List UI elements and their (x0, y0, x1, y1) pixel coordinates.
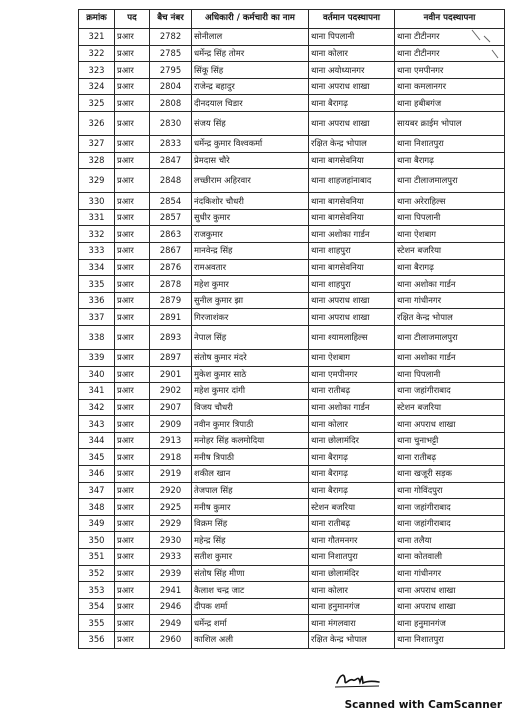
cell-current-posting: थाना बागसेवनिया (309, 209, 395, 226)
cell-rank: प्रआर (115, 62, 150, 79)
cell-current-posting: थाना शाहपुरा (309, 276, 395, 293)
cell-rank: प्रआर (115, 259, 150, 276)
cell-name: गिरजाशंकर (192, 309, 309, 326)
table-row (79, 292, 505, 309)
cell-sn: 325 (79, 95, 115, 112)
cell-sn: 330 (79, 193, 115, 210)
cell-current-posting: थाना एमपीनगर (309, 366, 395, 383)
cell-new-posting: थाना हबीबगंज (395, 95, 505, 112)
table-row (79, 29, 505, 46)
cell-rank: प्रआर (115, 29, 150, 46)
table-row (79, 499, 505, 516)
cell-new-posting: थाना टीलाजमालपुरा (395, 325, 505, 349)
cell-current-posting: थाना ऐशबाग (309, 349, 395, 366)
cell-badge: 2854 (150, 193, 192, 210)
cell-rank: प्रआर (115, 95, 150, 112)
posting-table (78, 9, 505, 649)
cell-current-posting: थाना बागसेवनिया (309, 193, 395, 210)
cell-current-posting: थाना अपराध शाखा (309, 292, 395, 309)
table-row (79, 632, 505, 649)
cell-rank: प्रआर (115, 152, 150, 169)
cell-badge: 2876 (150, 259, 192, 276)
cell-name: विक्रम सिंह (192, 515, 309, 532)
cell-current-posting: थाना अपराध शाखा (309, 78, 395, 95)
cell-name: महेन्द्र सिंह (192, 532, 309, 549)
cell-current-posting: थाना निशातपुरा (309, 549, 395, 566)
cell-name: मुकेश कुमार साठे (192, 366, 309, 383)
cell-rank: प्रआर (115, 432, 150, 449)
cell-badge: 2929 (150, 515, 192, 532)
cell-sn: 342 (79, 399, 115, 416)
cell-sn: 339 (79, 349, 115, 366)
cell-current-posting: थाना कोलार (309, 416, 395, 433)
cell-badge: 2939 (150, 565, 192, 582)
cell-name: रामअवतार (192, 259, 309, 276)
cell-rank: प्रआर (115, 598, 150, 615)
table-row (79, 209, 505, 226)
table-row (79, 549, 505, 566)
cell-name: सोनीलाल (192, 29, 309, 46)
cell-rank: प्रआर (115, 399, 150, 416)
cell-current-posting: रक्षित केन्द्र भोपाल (309, 135, 395, 152)
cell-badge: 2893 (150, 325, 192, 349)
cell-rank: प्रआर (115, 193, 150, 210)
cell-name: काशिल अली (192, 632, 309, 649)
table-row (79, 193, 505, 210)
cell-badge: 2960 (150, 632, 192, 649)
cell-name: नंदकिशोर चौधरी (192, 193, 309, 210)
table-row (79, 349, 505, 366)
cell-current-posting: थाना बागसेवनिया (309, 152, 395, 169)
cell-current-posting: थाना शाहपुरा (309, 242, 395, 259)
cell-badge: 2920 (150, 482, 192, 499)
cell-rank: प्रआर (115, 532, 150, 549)
cell-sn: 343 (79, 416, 115, 433)
cell-badge: 2930 (150, 532, 192, 549)
cell-current-posting: थाना पिपलानी (309, 29, 395, 46)
cell-current-posting: थाना कोलार (309, 582, 395, 599)
table-row (79, 582, 505, 599)
cell-sn: 334 (79, 259, 115, 276)
cell-badge: 2949 (150, 615, 192, 632)
cell-current-posting: थाना श्यामलाहिल्स (309, 325, 395, 349)
cell-badge: 2925 (150, 499, 192, 516)
cell-current-posting: थाना अशोका गार्डन (309, 226, 395, 243)
header-col-sn: क्रमांक (79, 10, 115, 29)
table-row (79, 62, 505, 79)
cell-current-posting: थाना बैरागढ़ (309, 466, 395, 483)
table-row (79, 366, 505, 383)
cell-rank: प्रआर (115, 276, 150, 293)
cell-current-posting: रक्षित केन्द्र भोपाल (309, 632, 395, 649)
cell-sn: 351 (79, 549, 115, 566)
table-row (79, 515, 505, 532)
cell-sn: 345 (79, 449, 115, 466)
cell-badge: 2902 (150, 383, 192, 400)
cell-rank: प्रआर (115, 549, 150, 566)
cell-badge: 2909 (150, 416, 192, 433)
table-row (79, 135, 505, 152)
cell-new-posting: थाना जहांगीराबाद (395, 499, 505, 516)
table-row (79, 169, 505, 193)
cell-new-posting: थाना निशातपुरा (395, 135, 505, 152)
table-row (79, 325, 505, 349)
cell-rank: प्रआर (115, 292, 150, 309)
cell-name: मनीष त्रिपाठी (192, 449, 309, 466)
cell-name: राजकुमार (192, 226, 309, 243)
cell-new-posting: थाना ऐशबाग (395, 226, 505, 243)
cell-new-posting: थाना टीलाजमालपुरा (395, 169, 505, 193)
cell-sn: 336 (79, 292, 115, 309)
cell-rank: प्रआर (115, 111, 150, 135)
cell-new-posting: थाना अपराध शाखा (395, 582, 505, 599)
cell-sn: 349 (79, 515, 115, 532)
cell-sn: 352 (79, 565, 115, 582)
cell-new-posting: सायबर क्राईम भोपाल (395, 111, 505, 135)
cell-rank: प्रआर (115, 209, 150, 226)
cell-sn: 346 (79, 466, 115, 483)
cell-badge: 2918 (150, 449, 192, 466)
cell-sn: 341 (79, 383, 115, 400)
cell-sn: 323 (79, 62, 115, 79)
cell-new-posting: थाना अपराध शाखा (395, 416, 505, 433)
cell-name: दीनदयाल चिडार (192, 95, 309, 112)
header-col-current-posting: वर्तमान पदस्थापना (309, 10, 395, 29)
table-row (79, 152, 505, 169)
cell-current-posting: थाना छोलामंदिर (309, 565, 395, 582)
table-row (79, 242, 505, 259)
cell-badge: 2891 (150, 309, 192, 326)
table-row (79, 466, 505, 483)
cell-rank: प्रआर (115, 169, 150, 193)
signature-image (333, 668, 383, 690)
cell-sn: 322 (79, 45, 115, 62)
header-col-new-posting: नवीन पदस्थापना (395, 10, 505, 29)
cell-rank: प्रआर (115, 565, 150, 582)
cell-new-posting: रक्षित केन्द्र भोपाल (395, 309, 505, 326)
cell-current-posting: स्टेशन बजरिया (309, 499, 395, 516)
cell-rank: प्रआर (115, 449, 150, 466)
table-row (79, 309, 505, 326)
cell-sn: 347 (79, 482, 115, 499)
cell-name: कैलाश चन्द्र जाट (192, 582, 309, 599)
cell-sn: 329 (79, 169, 115, 193)
page-edge-marks (470, 28, 500, 68)
cell-rank: प्रआर (115, 582, 150, 599)
cell-rank: प्रआर (115, 349, 150, 366)
cell-new-posting: थाना कोतवाली (395, 549, 505, 566)
cell-current-posting: थाना मंगलवारा (309, 615, 395, 632)
cell-rank: प्रआर (115, 499, 150, 516)
cell-name: प्रेमदास चौरे (192, 152, 309, 169)
cell-new-posting: थाना गोविंदपुरा (395, 482, 505, 499)
cell-badge: 2833 (150, 135, 192, 152)
cell-rank: प्रआर (115, 466, 150, 483)
cell-badge: 2782 (150, 29, 192, 46)
cell-new-posting: थाना पिपलानी (395, 366, 505, 383)
cell-rank: प्रआर (115, 226, 150, 243)
table-row (79, 598, 505, 615)
cell-badge: 2804 (150, 78, 192, 95)
table-row (79, 383, 505, 400)
cell-sn: 333 (79, 242, 115, 259)
cell-current-posting: थाना बागसेवनिया (309, 259, 395, 276)
cell-badge: 2919 (150, 466, 192, 483)
cell-rank: प्रआर (115, 135, 150, 152)
cell-sn: 355 (79, 615, 115, 632)
table-row (79, 78, 505, 95)
cell-badge: 2847 (150, 152, 192, 169)
cell-badge: 2848 (150, 169, 192, 193)
cell-new-posting: थाना हनुमानगंज (395, 615, 505, 632)
cell-rank: प्रआर (115, 45, 150, 62)
cell-rank: प्रआर (115, 366, 150, 383)
cell-sn: 353 (79, 582, 115, 599)
cell-new-posting: थाना जहांगीराबाद (395, 383, 505, 400)
cell-new-posting: थाना निशातपुरा (395, 632, 505, 649)
cell-new-posting: थाना टीटीनगर (395, 45, 505, 62)
cell-current-posting: थाना शाहजहांनाबाद (309, 169, 395, 193)
cell-current-posting: थाना छोलामंदिर (309, 432, 395, 449)
cell-sn: 327 (79, 135, 115, 152)
cell-current-posting: थाना बैरागढ़ (309, 449, 395, 466)
cell-sn: 340 (79, 366, 115, 383)
table-row (79, 45, 505, 62)
cell-new-posting: थाना गांधीनगर (395, 292, 505, 309)
cell-current-posting: थाना अपराध शाखा (309, 111, 395, 135)
cell-name: सुधीर कुमार (192, 209, 309, 226)
cell-name: धर्मेन्द्र शर्मा (192, 615, 309, 632)
cell-sn: 326 (79, 111, 115, 135)
cell-name: मनोहर सिंह कलमोदिया (192, 432, 309, 449)
cell-badge: 2941 (150, 582, 192, 599)
cell-sn: 321 (79, 29, 115, 46)
cell-current-posting: थाना बैरागढ़ (309, 482, 395, 499)
cell-badge: 2901 (150, 366, 192, 383)
cell-new-posting: थाना टीटीनगर (395, 29, 505, 46)
cell-name: विजय चौधरी (192, 399, 309, 416)
cell-new-posting: थाना एमपीनगर (395, 62, 505, 79)
cell-badge: 2946 (150, 598, 192, 615)
cell-new-posting: थाना खजूरी सड़क (395, 466, 505, 483)
cell-badge: 2808 (150, 95, 192, 112)
cell-sn: 332 (79, 226, 115, 243)
cell-badge: 2907 (150, 399, 192, 416)
cell-current-posting: थाना बैरागढ़ (309, 95, 395, 112)
cell-badge: 2879 (150, 292, 192, 309)
cell-badge: 2863 (150, 226, 192, 243)
cell-name: राजेन्द्र बहादुर (192, 78, 309, 95)
table-row (79, 399, 505, 416)
cell-current-posting: थाना गौतमनगर (309, 532, 395, 549)
cell-sn: 350 (79, 532, 115, 549)
cell-sn: 337 (79, 309, 115, 326)
cell-current-posting: थाना अशोका गार्डन (309, 399, 395, 416)
cell-name: शकील खान (192, 466, 309, 483)
cell-new-posting: थाना चुनाभट्टी (395, 432, 505, 449)
cell-rank: प्रआर (115, 515, 150, 532)
cell-new-posting: थाना पिपलानी (395, 209, 505, 226)
cell-badge: 2795 (150, 62, 192, 79)
cell-sn: 338 (79, 325, 115, 349)
cell-name: मानवेन्द्र सिंह (192, 242, 309, 259)
cell-name: संजय सिंह (192, 111, 309, 135)
cell-name: महेश कुमार (192, 276, 309, 293)
header-col-badge: बैच नंबर (150, 10, 192, 29)
cell-sn: 356 (79, 632, 115, 649)
cell-name: दीपक शर्मा (192, 598, 309, 615)
cell-sn: 344 (79, 432, 115, 449)
cell-badge: 2867 (150, 242, 192, 259)
cell-new-posting: थाना बैरागढ़ (395, 152, 505, 169)
cell-badge: 2897 (150, 349, 192, 366)
cell-rank: प्रआर (115, 383, 150, 400)
table-row (79, 432, 505, 449)
cell-new-posting: थाना जहांगीराबाद (395, 515, 505, 532)
cell-name: संतोष सिंह मीणा (192, 565, 309, 582)
cell-current-posting: थाना अयोध्यानगर (309, 62, 395, 79)
cell-current-posting: थाना कोलार (309, 45, 395, 62)
cell-new-posting: थाना गांधीनगर (395, 565, 505, 582)
cell-sn: 348 (79, 499, 115, 516)
table-row (79, 482, 505, 499)
cell-current-posting: थाना रातीबढ़ (309, 515, 395, 532)
cell-new-posting: थाना रातीबढ़ (395, 449, 505, 466)
cell-name: महेश कुमार दांगी (192, 383, 309, 400)
cell-current-posting: थाना अपराध शाखा (309, 309, 395, 326)
cell-name: सिंकू सिंह (192, 62, 309, 79)
cell-new-posting: स्टेशन बजरिया (395, 242, 505, 259)
table-header-row (79, 10, 505, 29)
table-row (79, 615, 505, 632)
table-row (79, 532, 505, 549)
cell-sn: 324 (79, 78, 115, 95)
scanner-watermark: Scanned with CamScanner (344, 699, 502, 711)
cell-new-posting: थाना अशोका गार्डन (395, 349, 505, 366)
table-row (79, 276, 505, 293)
cell-rank: प्रआर (115, 632, 150, 649)
cell-rank: प्रआर (115, 325, 150, 349)
cell-sn: 354 (79, 598, 115, 615)
cell-new-posting: थाना कमलानगर (395, 78, 505, 95)
header-col-name: अधिकारी / कर्मचारी का नाम (192, 10, 309, 29)
header-col-rank: पद (115, 10, 150, 29)
cell-badge: 2878 (150, 276, 192, 293)
cell-current-posting: थाना हनुमानगंज (309, 598, 395, 615)
table-row (79, 95, 505, 112)
cell-badge: 2830 (150, 111, 192, 135)
table-body (79, 29, 505, 649)
cell-name: धर्मेन्द्र सिंह तोमर (192, 45, 309, 62)
table-row (79, 565, 505, 582)
cell-rank: प्रआर (115, 615, 150, 632)
cell-rank: प्रआर (115, 242, 150, 259)
cell-rank: प्रआर (115, 309, 150, 326)
cell-new-posting: थाना बैरागढ़ (395, 259, 505, 276)
cell-name: तेजपाल सिंह (192, 482, 309, 499)
cell-rank: प्रआर (115, 482, 150, 499)
cell-name: नेपाल सिंह (192, 325, 309, 349)
table-row (79, 111, 505, 135)
cell-rank: प्रआर (115, 416, 150, 433)
table-row (79, 449, 505, 466)
cell-name: मनीष कुमार (192, 499, 309, 516)
cell-name: सतीश कुमार (192, 549, 309, 566)
cell-new-posting: थाना अरेराहिल्स (395, 193, 505, 210)
table-row (79, 259, 505, 276)
cell-new-posting: थाना अपराध शाखा (395, 598, 505, 615)
cell-sn: 331 (79, 209, 115, 226)
cell-sn: 328 (79, 152, 115, 169)
cell-new-posting: स्टेशन बजरिया (395, 399, 505, 416)
cell-sn: 335 (79, 276, 115, 293)
cell-badge: 2913 (150, 432, 192, 449)
cell-badge: 2933 (150, 549, 192, 566)
cell-name: नवीन कुमार त्रिपाठी (192, 416, 309, 433)
cell-name: लच्छीराम अहिरवार (192, 169, 309, 193)
cell-badge: 2857 (150, 209, 192, 226)
table-row (79, 226, 505, 243)
cell-name: सुनील कुमार झा (192, 292, 309, 309)
cell-badge: 2785 (150, 45, 192, 62)
table-row (79, 416, 505, 433)
cell-name: संतोष कुमार मंदरे (192, 349, 309, 366)
cell-rank: प्रआर (115, 78, 150, 95)
cell-new-posting: थाना अशोका गार्डन (395, 276, 505, 293)
cell-name: धर्मेन्द्र कुमार विश्वकर्मा (192, 135, 309, 152)
cell-current-posting: थाना रातीबढ़ (309, 383, 395, 400)
cell-new-posting: थाना तलैया (395, 532, 505, 549)
